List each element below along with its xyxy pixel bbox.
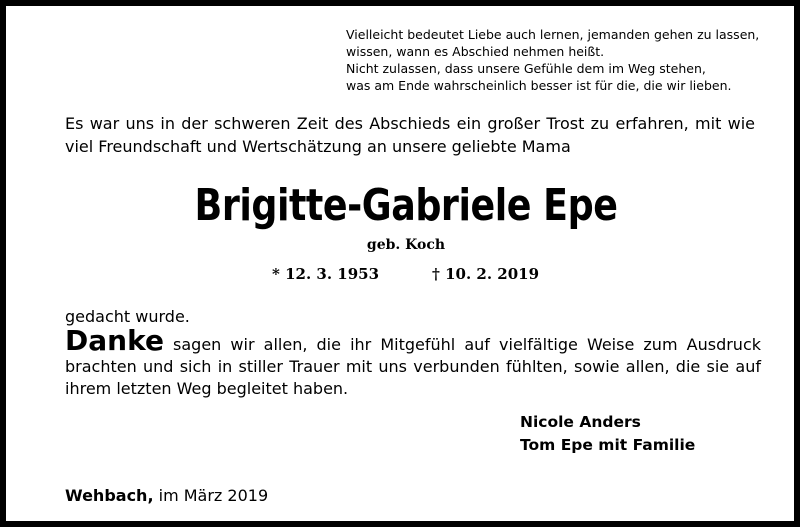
place-date <box>65 486 268 505</box>
signatory: Nicole Anders <box>520 413 641 431</box>
maiden-name: geb. Koch <box>366 237 446 253</box>
death-date: † 10. 2. 2019 <box>432 265 540 283</box>
birth-date: * 12. 3. 1953 <box>272 265 380 283</box>
thanks-word: Danke <box>65 324 164 357</box>
date: im März 2019 <box>153 486 269 505</box>
poem-line: was am Ende wahrscheinlich besser ist für die, die wir lieben. <box>346 78 732 93</box>
poem-line: wissen, wann es Abschied nehmen heißt. <box>346 44 605 59</box>
poem-line: Vielleicht bedeutet Liebe auch lernen, jemanden gehen zu lassen, <box>346 27 760 42</box>
thanks-text: sagen wir allen, die ihr Mitgefühl auf vielfältige Weise zum Ausdruck brachten und sich in stiller Trauer mit uns verbunden fühlten, sowie allen, die sie auf ihrem letzten Weg begleitet haben. <box>65 335 761 398</box>
signatory: Tom Epe mit Familie <box>520 436 696 454</box>
signatories <box>520 411 695 457</box>
deceased-name: Brigitte-Gabriele Epe <box>194 180 618 231</box>
place: Wehbach, <box>65 486 154 505</box>
thanks-paragraph <box>65 324 761 400</box>
poem <box>346 26 766 94</box>
poem-line: Nicht zulassen, dass unsere Gefühle dem im Weg stehen, <box>346 61 706 76</box>
intro-text: Es war uns in der schweren Zeit des Abschieds ein großer Trost zu erfahren, mit wie viel Freundschaft und Wertschätzung an unsere geliebte Mama <box>65 114 755 156</box>
remembered-text: gedacht wurde. <box>65 307 190 326</box>
